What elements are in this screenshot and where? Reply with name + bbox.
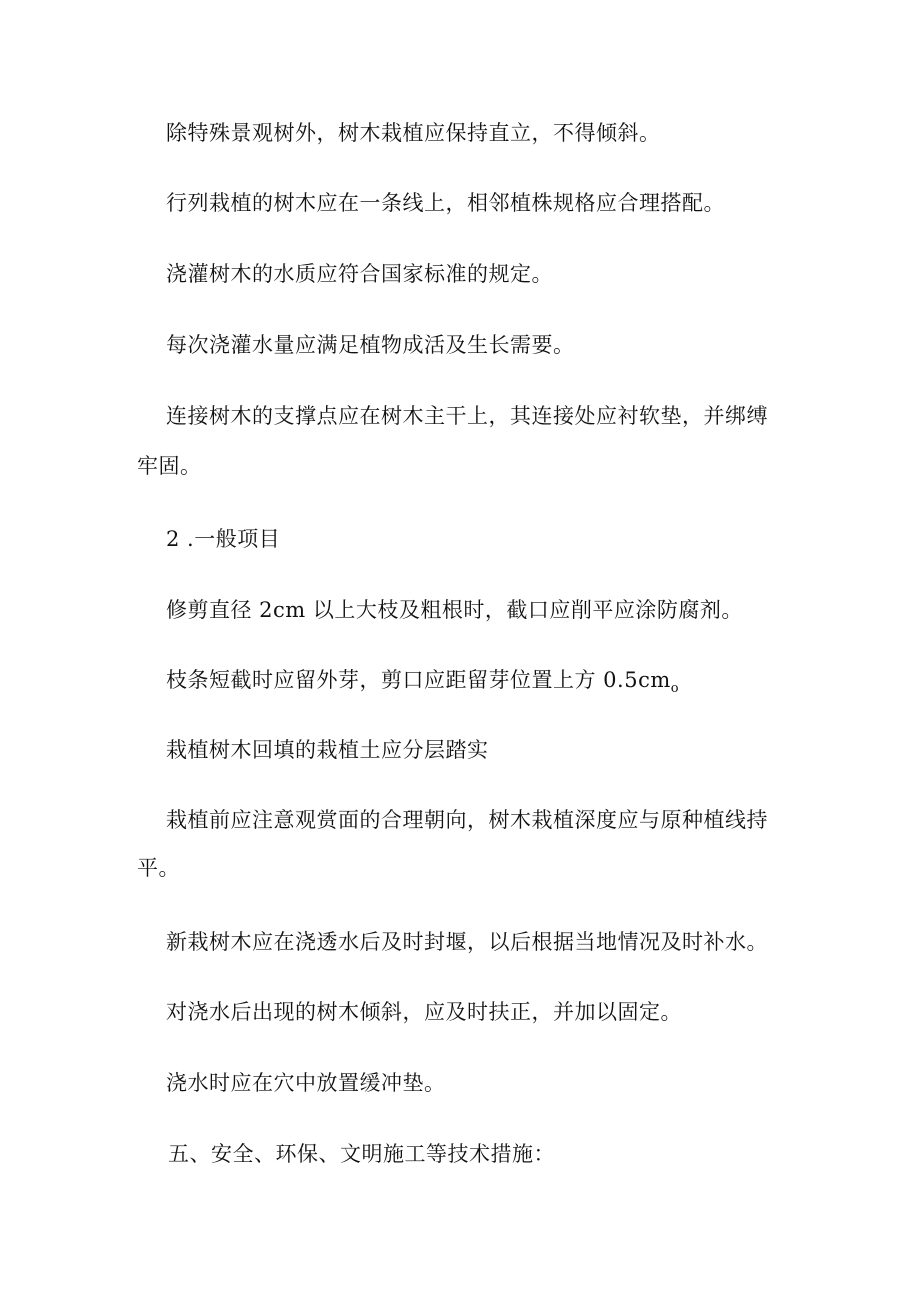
paragraph-6: 修剪直径 2cm 以上大枝及粗根时，截口应削平应涂防腐剂。 <box>166 598 743 622</box>
paragraph-1: 除特殊景观树外，树木栽植应保持直立，不得倾斜。 <box>166 121 661 145</box>
paragraph-7-subscript: o <box>670 681 680 696</box>
paragraph-7 <box>166 665 679 704</box>
section-heading-general-items: 2 .一般项目 <box>166 527 281 551</box>
paragraph-3: 浇灌树木的水质应符合国家标准的规定。 <box>166 262 553 286</box>
paragraph-9-line-2: 平。 <box>137 856 180 880</box>
paragraph-9-line-1: 栽植前应注意观赏面的合理朝向，树木栽植深度应与原种植线持 <box>166 808 768 832</box>
paragraph-11: 对浇水后出现的树木倾斜，应及时扶正，并加以固定。 <box>166 1000 682 1024</box>
paragraph-5-line-1: 连接树木的支撑点应在树木主干上，其连接处应衬软垫，并绑缚 <box>166 404 768 428</box>
paragraph-7-text: 枝条短截时应留外芽，剪口应距留芽位置上方 0.5cm <box>166 668 671 692</box>
paragraph-4: 每次浇灌水量应满足植物成活及生长需要。 <box>166 333 575 357</box>
paragraph-12: 浇水时应在穴中放置缓冲垫。 <box>166 1071 446 1095</box>
section-heading-safety-measures: 五、安全、环保、文明施工等技术措施： <box>168 1142 555 1166</box>
paragraph-8: 栽植树木回填的栽植土应分层踏实 <box>166 738 489 762</box>
paragraph-10: 新栽树木应在浇透水后及时封堰，以后根据当地情况及时补水。 <box>166 930 768 954</box>
paragraph-2: 行列栽植的树木应在一条线上，相邻植株规格应合理搭配。 <box>166 191 725 215</box>
paragraph-5-line-2: 牢固。 <box>137 454 202 478</box>
